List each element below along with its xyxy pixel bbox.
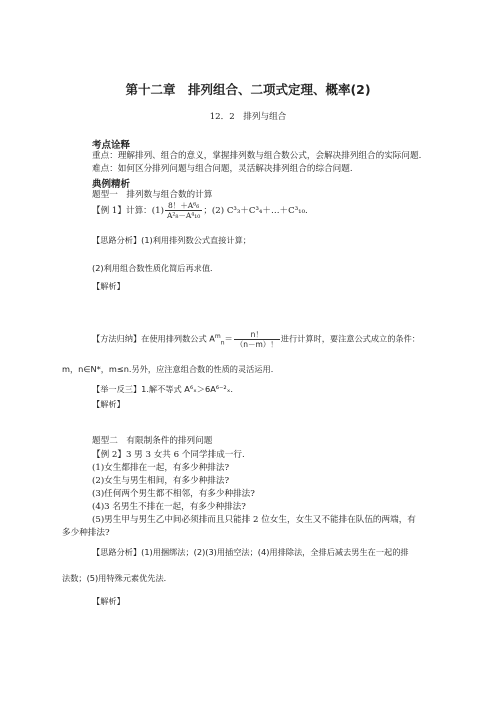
- example-2-q3: (3)任何两个男生都不相邻，有多少种排法?: [92, 489, 255, 499]
- example-2-q4: (4)3 名男生不排在一起，有多少种排法?: [92, 502, 246, 512]
- fraction-numerator: 8！＋A⁶₆: [165, 201, 202, 211]
- example-1-thinking-2: (2)利用组合数性质化简后再求值．: [92, 263, 219, 273]
- section-subtitle: 12．2 排列与组合: [209, 112, 287, 122]
- method-sub: n: [220, 339, 225, 347]
- practice-1: 【举一反三】1.解不等式 A⁶ₓ＞6A⁶⁻²ₓ.: [92, 384, 233, 394]
- fraction-denominator: A²₈－A⁴₁₀: [166, 211, 201, 220]
- method-denominator: （n－m）！: [235, 339, 278, 349]
- method-fraction: [234, 330, 280, 349]
- example-1-answer: 【解析】: [92, 281, 125, 291]
- method-numerator: n！: [234, 330, 280, 340]
- method-sup: m: [214, 333, 221, 340]
- heading-kaodian: 考点诠释: [92, 140, 131, 151]
- example-2-q5: (5)男生甲与男生乙中间必须排而且只能排 2 位女生，女生又不能排在队伍的两端，有: [92, 515, 416, 525]
- example-2-stem: 【例 2】3 男 3 女共 6 个同学排成一行.: [92, 450, 245, 460]
- method-line-2: m，n∈N*，m≤n.另外，应注意组合数的性质的灵活运用．: [62, 364, 279, 374]
- example-2-answer: 【解析】: [92, 596, 125, 606]
- page-title: 第十二章 排列组合、二项式定理、概率(2): [125, 82, 371, 97]
- example-2-q5-cont: 多少种排法?: [62, 528, 110, 538]
- text-zhongdian: 重点：理解排列、组合的意义，掌握排列数与组合数公式，会解决排列组合的实际问题.: [92, 151, 422, 161]
- example-2-q2: (2)女生与男生相间，有多少种排法?: [92, 476, 230, 486]
- example-1-fraction: [165, 201, 202, 220]
- heading-tixing2: 题型二 有限制条件的排列问题: [92, 436, 213, 446]
- example-2-q1: (1)女生都排在一起，有多少种排法?: [92, 463, 230, 473]
- practice-1-answer: 【解析】: [92, 399, 125, 409]
- example-1-thinking: 【思路分析】(1)利用排列数公式直接计算；: [92, 235, 251, 245]
- method-eq: ＝: [224, 333, 233, 344]
- example-1-part1-open: (1): [151, 206, 164, 216]
- heading-tixing1: 题型一 排列数与组合数的计算: [92, 190, 213, 200]
- example-1: [92, 200, 308, 222]
- method-summary: [92, 326, 420, 354]
- method-prefix: 【方法归纳】在使用排列数公式 A: [92, 333, 215, 344]
- example-1-part2: ；(2) C³₃＋C³₄＋…＋C³₁₀.: [203, 206, 308, 216]
- example-2-thinking-cont: 法数；(5)用特殊元素优先法．: [62, 573, 172, 583]
- example-1-label: 【例 1】计算：: [92, 206, 152, 216]
- text-nandian: 难点：如何区分排列问题与组合问题，灵活解决排列组合的综合问题.: [92, 164, 353, 174]
- heading-dianli: 典例精析: [92, 179, 131, 190]
- example-2-thinking: 【思路分析】(1)用捆绑法；(2)(3)用插空法；(4)用排除法，全排后减去男生在一起的排: [92, 547, 409, 557]
- method-suffix: 进行计算时，要注意公式成立的条件：: [280, 333, 420, 344]
